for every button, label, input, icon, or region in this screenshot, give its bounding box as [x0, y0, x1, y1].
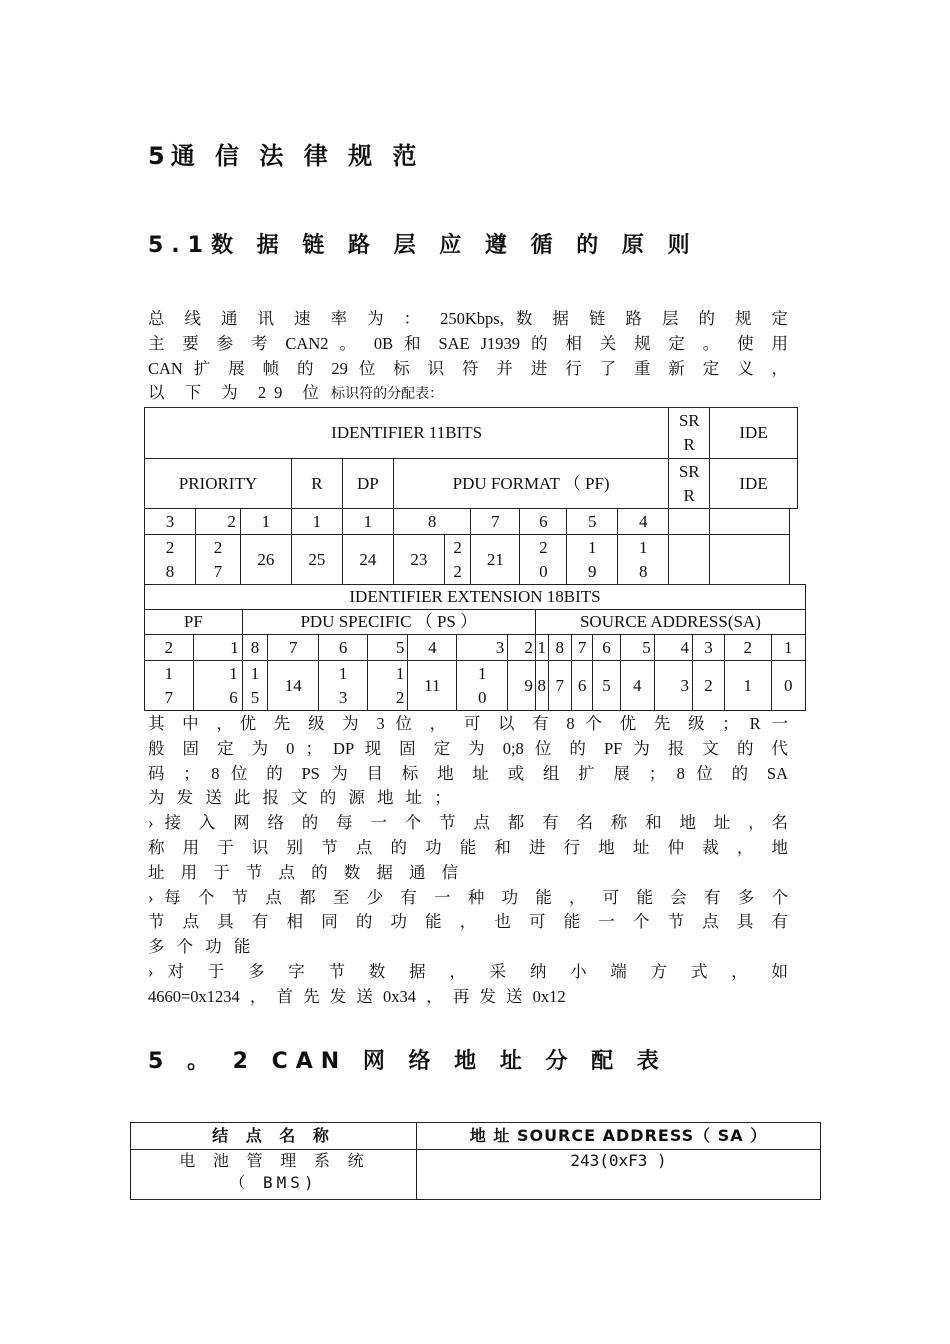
- header-node-name: 结 点 名 称: [131, 1123, 417, 1150]
- bit-index-cell: 1 7: [145, 661, 194, 711]
- bit-count-cell: 8: [548, 635, 571, 661]
- section-title-5-1: 5.1数 据 链 路 层 应 遵 循 的 原 则: [148, 233, 698, 258]
- bit-index-cell: 23: [393, 535, 444, 585]
- ide-cell: IDE: [710, 408, 798, 459]
- bit-count-cell: 7: [571, 635, 592, 661]
- empty-cell: [669, 509, 710, 535]
- bit-index-cell: 24: [342, 535, 393, 585]
- empty-cell: [710, 535, 790, 585]
- priority-cell: PRIORITY: [145, 459, 292, 509]
- bit-count-cell: 1: [193, 635, 242, 661]
- node-address-cell: 243(0xF3 ): [417, 1150, 821, 1200]
- bit-index-cell: 2 8: [145, 535, 196, 585]
- note-line: 码 ； 8 位 的 PS 为 目 标 地 址 或 组 扩 展 ； 8 位 的 SA: [148, 763, 788, 783]
- bit-count-cell: 1: [771, 635, 805, 661]
- bit-count-cell: 3: [693, 635, 725, 661]
- source-address-cell: SOURCE ADDRESS(SA): [535, 610, 805, 635]
- bit-index-cell: 1 2: [368, 661, 408, 711]
- bit-count-cell: 1: [535, 635, 548, 661]
- bit-count-cell: 4: [618, 509, 669, 535]
- bit-count-cell: 4: [408, 635, 457, 661]
- bit-count-cell: 2: [196, 509, 241, 535]
- ide-cell: IDE: [710, 459, 798, 509]
- bit-count-cell: 1: [240, 509, 291, 535]
- note-line: 其 中 ，优 先 级 为 3 位 ， 可 以 有 8 个 优 先 级 ； R 一: [148, 714, 788, 733]
- bit-count-cell: 2: [145, 635, 194, 661]
- pdu-specific-cell: PDU SPECIFIC （ PS ）: [242, 610, 535, 635]
- bit-count-cell: 7: [471, 509, 520, 535]
- srr-cell: SR R: [669, 459, 710, 509]
- bit-count-cell: 2: [508, 635, 536, 661]
- bit-index-cell: 2 2: [444, 535, 471, 585]
- intro-paragraph: [148, 307, 788, 408]
- bit-index-cell: 2 7: [196, 535, 241, 585]
- empty-cell: [669, 535, 710, 585]
- bullet-line: 称 用 于 识 别 节 点 的 功 能 和 进 行 地 址 仲 裁 ， 地: [148, 837, 789, 857]
- bit-index-cell: 21: [471, 535, 520, 585]
- bit-count-cell: 5: [368, 635, 408, 661]
- bit-index-cell: 11: [408, 661, 457, 711]
- intro-line: 主 要 参 考 CAN2 。 0B 和 SAE J1939 的 相 关 规 定 。 使 用: [148, 333, 788, 353]
- bit-count-cell: 6: [520, 509, 567, 535]
- header-address: 地 址 SOURCE ADDRESS（ SA ）: [417, 1123, 821, 1150]
- section-title-5-2: 5 。 2 CAN 网 络 地 址 分 配 表: [148, 1049, 667, 1074]
- bit-index-cell: 1 6: [193, 661, 242, 711]
- bit-count-cell: 4: [654, 635, 692, 661]
- can-address-table: [130, 1122, 821, 1200]
- bullet-line: › 接 入 网 络 的 每 一 个 节 点 都 有 名 称 和 地 址 ，名: [148, 813, 788, 833]
- intro-line: 总 线 通 讯 速 率 为 ： 250Kbps, 数 据 链 路 层 的 规 定: [148, 309, 788, 328]
- bit-index-cell: 2: [693, 661, 725, 711]
- bullet-line: 节 点 具 有 相 同 的 功 能 ， 也 可 能 一 个 节 点 具 有: [148, 912, 789, 932]
- bit-index-cell: 1 5: [242, 661, 267, 711]
- bit-index-cell: 1 8: [618, 535, 669, 585]
- pf-cell: PF: [145, 610, 243, 635]
- bit-index-cell: 6: [571, 661, 592, 711]
- empty-cell: [710, 509, 790, 535]
- spacer-cell: [789, 509, 797, 535]
- bit-count-cell: 8: [393, 509, 471, 535]
- intro-line: CAN 扩 展 帧 的 29 位 标 识 符 并 进 行 了 重 新 定 义 ，: [148, 358, 788, 378]
- bit-count-cell: 2: [724, 635, 771, 661]
- bit-index-cell: 1 9: [567, 535, 618, 585]
- bit-index-cell: 1: [724, 661, 771, 711]
- bullet-line: › 每 个 节 点 都 至 少 有 一 种 功 能 ， 可 能 会 有 多 个: [148, 887, 788, 907]
- bit-count-cell: 1: [291, 509, 342, 535]
- bullet-line: 多 个 功 能: [148, 937, 255, 957]
- bit-index-cell: 0: [771, 661, 805, 711]
- bit-index-cell: 8: [535, 661, 548, 711]
- notes-block: [148, 712, 788, 1010]
- bullet-line: 4660=0x1234 ， 首 先 发 送 0x34 ， 再 发 送 0x12: [148, 986, 566, 1006]
- bit-index-cell: 2 0: [520, 535, 567, 585]
- bit-count-cell: 3: [457, 635, 508, 661]
- bit-count-cell: 6: [319, 635, 368, 661]
- bit-index-cell: 1 3: [319, 661, 368, 711]
- bit-index-cell: 25: [291, 535, 342, 585]
- bullet-line: 址 用 于 节 点 的 数 据 通 信: [148, 862, 465, 882]
- bit-count-cell: 8: [242, 635, 267, 661]
- bit-count-cell: 7: [268, 635, 319, 661]
- bit-count-cell: 5: [620, 635, 654, 661]
- bit-count-cell: 6: [593, 635, 621, 661]
- bit-index-cell: 4: [620, 661, 654, 711]
- r-cell: R: [291, 459, 342, 509]
- identifier-extension-table: [144, 584, 806, 711]
- bit-index-cell: 14: [268, 661, 319, 711]
- bit-index-cell: 1 0: [457, 661, 508, 711]
- bit-index-cell: 5: [593, 661, 621, 711]
- identifier-extension-cell: IDENTIFIER EXTENSION 18BITS: [145, 585, 806, 610]
- identifier-11bits-cell: IDENTIFIER 11BITS: [145, 408, 669, 459]
- note-line: 为 发 送 此 报 文 的 源 地 址 ；: [148, 788, 455, 808]
- intro-line: 以 下 为 29 位 标识符的分配表：: [148, 383, 444, 403]
- bit-count-cell: 3: [145, 509, 196, 535]
- bit-count-cell: 1: [342, 509, 393, 535]
- srr-cell: SR R: [669, 408, 710, 459]
- bit-count-cell: 5: [567, 509, 618, 535]
- pdu-format-cell: PDU FORMAT （ PF): [393, 459, 668, 509]
- bit-index-cell: 7: [548, 661, 571, 711]
- bullet-line: › 对 于 多 字 节 数 据 ， 采 纳 小 端 方 式 ， 如: [148, 961, 788, 981]
- dp-cell: DP: [342, 459, 393, 509]
- bit-index-cell: 3: [654, 661, 692, 711]
- spacer-cell: [789, 535, 797, 585]
- bit-index-cell: 9: [508, 661, 536, 711]
- note-line: 般 固 定 为 0 ； DP 现 固 定 为 0;8 位 的 PF 为 报 文 的 代: [148, 738, 788, 758]
- bit-index-cell: 26: [240, 535, 291, 585]
- identifier-table-11bits: [144, 407, 798, 585]
- section-title-5: 5通 信 法 律 规 范: [148, 142, 423, 170]
- node-name-cell: 电 池 管 理 系 统 （ BMS): [131, 1150, 417, 1200]
